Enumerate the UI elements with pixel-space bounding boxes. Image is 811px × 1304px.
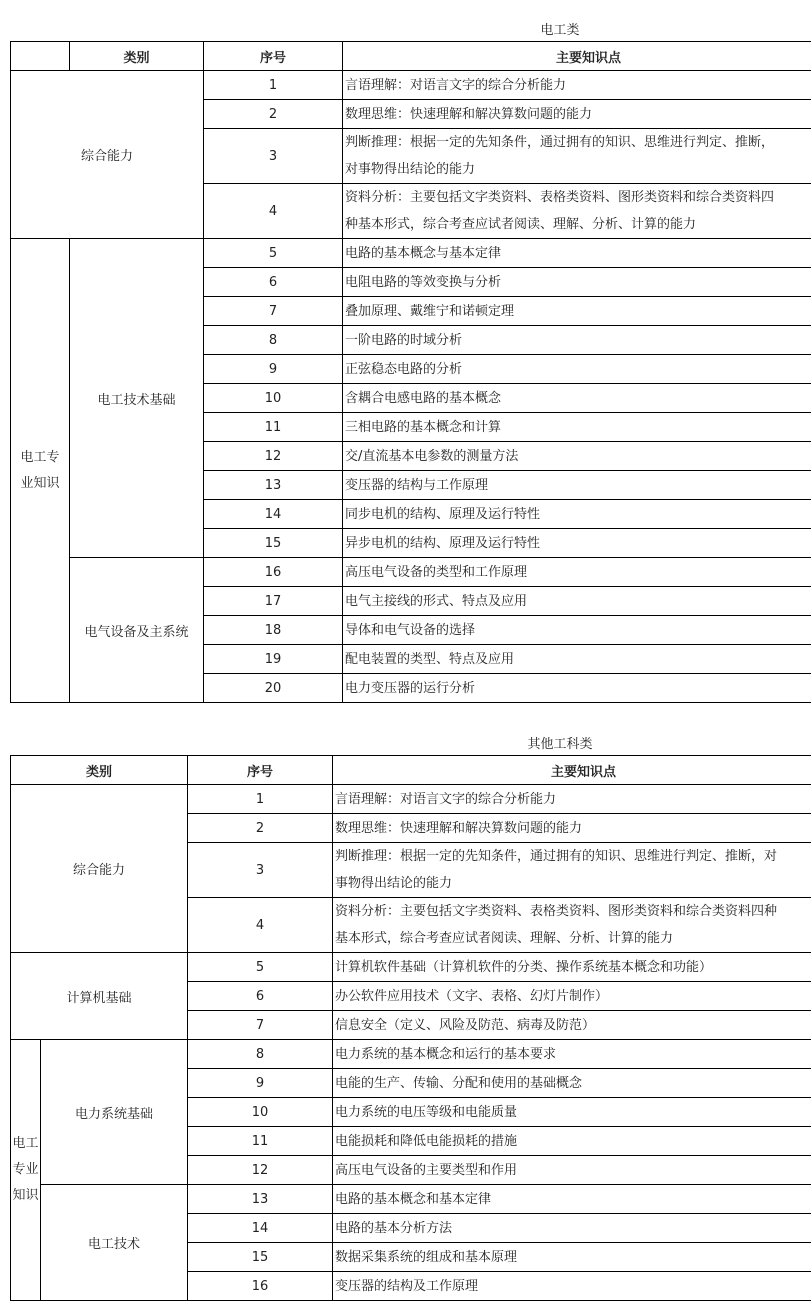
row-knowledge: 电能的生产、传输、分配和使用的基础概念 bbox=[333, 1069, 811, 1098]
row-knowledge: 同步电机的结构、原理及运行特性 bbox=[343, 500, 811, 529]
group-professional-line-2: 专业 bbox=[12, 1162, 39, 1177]
group-professional bbox=[11, 1040, 41, 1301]
row-index: 12 bbox=[204, 442, 343, 471]
header-index: 序号 bbox=[204, 42, 343, 71]
row-index: 9 bbox=[204, 355, 343, 384]
row-index: 20 bbox=[204, 674, 343, 703]
row-knowledge bbox=[333, 843, 811, 898]
group-professional bbox=[11, 239, 70, 703]
row-index: 16 bbox=[188, 1272, 333, 1301]
row-index: 7 bbox=[204, 297, 343, 326]
row-knowledge bbox=[343, 129, 811, 184]
header-category: 类别 bbox=[70, 42, 204, 71]
row-knowledge: 含耦合电感电路的基本概念 bbox=[343, 384, 811, 413]
knowledge-line-1: 判断推理：根据一定的先知条件，通过拥有的知识、思维进行判定、推断，对 bbox=[335, 849, 778, 864]
row-knowledge: 三相电路的基本概念和计算 bbox=[343, 413, 811, 442]
table2-caption: 其他工科类 bbox=[527, 737, 593, 752]
row-knowledge: 交/直流基本电参数的测量方法 bbox=[343, 442, 811, 471]
row-knowledge: 变压器的结构与工作原理 bbox=[343, 471, 811, 500]
knowledge-line-2: 事物得出结论的能力 bbox=[335, 876, 453, 891]
row-knowledge: 信息安全（定义、风险及防范、病毒及防范） bbox=[333, 1011, 811, 1040]
row-index: 15 bbox=[204, 529, 343, 558]
other-engineering-table bbox=[10, 755, 811, 1301]
row-index: 6 bbox=[188, 982, 333, 1011]
row-index: 18 bbox=[204, 616, 343, 645]
row-index: 8 bbox=[204, 326, 343, 355]
group-power: 电力系统基础 bbox=[41, 1040, 188, 1185]
row-index: 13 bbox=[188, 1185, 333, 1214]
electrical-table bbox=[10, 41, 811, 703]
row-knowledge bbox=[343, 184, 811, 239]
row-index: 17 bbox=[204, 587, 343, 616]
table-row bbox=[11, 239, 811, 268]
row-knowledge: 数理思维：快速理解和解决算数问题的能力 bbox=[333, 814, 811, 843]
table-row bbox=[11, 953, 811, 982]
row-index: 16 bbox=[204, 558, 343, 587]
knowledge-line-1: 资料分析：主要包括文字类资料、表格类资料、图形类资料和综合类资料四种 bbox=[335, 904, 778, 919]
header-knowledge: 主要知识点 bbox=[343, 42, 811, 71]
row-index: 1 bbox=[188, 785, 333, 814]
row-index: 5 bbox=[188, 953, 333, 982]
row-knowledge: 正弦稳态电路的分析 bbox=[343, 355, 811, 384]
table-header-row bbox=[11, 756, 811, 785]
group-basics: 电工技术基础 bbox=[70, 239, 204, 558]
row-knowledge: 变压器的结构及工作原理 bbox=[333, 1272, 811, 1301]
row-index: 3 bbox=[204, 129, 343, 184]
row-index: 14 bbox=[204, 500, 343, 529]
row-knowledge: 数理思维：快速理解和解决算数问题的能力 bbox=[343, 100, 811, 129]
row-index: 15 bbox=[188, 1243, 333, 1272]
row-knowledge: 电气主接线的形式、特点及应用 bbox=[343, 587, 811, 616]
row-knowledge: 电力系统的电压等级和电能质量 bbox=[333, 1098, 811, 1127]
group-professional-line-3: 知识 bbox=[12, 1188, 39, 1203]
row-knowledge: 言语理解：对语言文字的综合分析能力 bbox=[343, 71, 811, 100]
row-index: 5 bbox=[204, 239, 343, 268]
group-general: 综合能力 bbox=[11, 785, 188, 953]
row-index: 3 bbox=[188, 843, 333, 898]
row-knowledge: 数据采集系统的组成和基本原理 bbox=[333, 1243, 811, 1272]
row-knowledge: 电路的基本概念与基本定律 bbox=[343, 239, 811, 268]
row-index: 11 bbox=[188, 1127, 333, 1156]
row-index: 7 bbox=[188, 1011, 333, 1040]
knowledge-line-2: 基本形式，综合考查应试者阅读、理解、分析、计算的能力 bbox=[335, 931, 674, 946]
header-blank-cell bbox=[11, 42, 70, 71]
row-knowledge: 一阶电路的时域分析 bbox=[343, 326, 811, 355]
row-knowledge: 电路的基本概念和基本定律 bbox=[333, 1185, 811, 1214]
header-category: 类别 bbox=[11, 756, 188, 785]
group-professional-line-1: 电工 bbox=[12, 1136, 39, 1151]
header-index: 序号 bbox=[188, 756, 333, 785]
row-knowledge: 电力变压器的运行分析 bbox=[343, 674, 811, 703]
row-index: 1 bbox=[204, 71, 343, 100]
row-index: 8 bbox=[188, 1040, 333, 1069]
knowledge-line-1: 判断推理：根据一定的先知条件，通过拥有的知识、思维进行判定、推断， bbox=[345, 135, 775, 150]
row-knowledge: 电阻电路的等效变换与分析 bbox=[343, 268, 811, 297]
row-knowledge: 计算机软件基础（计算机软件的分类、操作系统基本概念和功能） bbox=[333, 953, 811, 982]
row-knowledge bbox=[333, 898, 811, 953]
group-professional-line-1: 电工专 bbox=[20, 449, 60, 465]
row-knowledge: 配电装置的类型、特点及应用 bbox=[343, 645, 811, 674]
row-index: 14 bbox=[188, 1214, 333, 1243]
row-knowledge: 言语理解：对语言文字的综合分析能力 bbox=[333, 785, 811, 814]
knowledge-line-1: 资料分析：主要包括文字类资料、表格类资料、图形类资料和综合类资料四 bbox=[345, 190, 775, 205]
row-index: 4 bbox=[188, 898, 333, 953]
row-index: 6 bbox=[204, 268, 343, 297]
table-row bbox=[11, 785, 811, 814]
row-knowledge: 电能损耗和降低电能损耗的措施 bbox=[333, 1127, 811, 1156]
row-index: 2 bbox=[204, 100, 343, 129]
row-index: 13 bbox=[204, 471, 343, 500]
row-index: 12 bbox=[188, 1156, 333, 1185]
row-knowledge: 高压电气设备的类型和工作原理 bbox=[343, 558, 811, 587]
group-computer: 计算机基础 bbox=[11, 953, 188, 1040]
header-knowledge: 主要知识点 bbox=[333, 756, 811, 785]
row-knowledge: 高压电气设备的主要类型和作用 bbox=[333, 1156, 811, 1185]
table-row bbox=[11, 1040, 811, 1069]
row-knowledge: 办公软件应用技术（文字、表格、幻灯片制作） bbox=[333, 982, 811, 1011]
table-row bbox=[11, 71, 811, 100]
row-index: 11 bbox=[204, 413, 343, 442]
row-knowledge: 电路的基本分析方法 bbox=[333, 1214, 811, 1243]
row-index: 2 bbox=[188, 814, 333, 843]
knowledge-line-2: 种基本形式，综合考查应试者阅读、理解、分析、计算的能力 bbox=[345, 217, 697, 232]
row-knowledge: 叠加原理、戴维宁和诺顿定理 bbox=[343, 297, 811, 326]
row-index: 9 bbox=[188, 1069, 333, 1098]
row-index: 10 bbox=[188, 1098, 333, 1127]
group-electrical: 电工技术 bbox=[41, 1185, 188, 1301]
group-general: 综合能力 bbox=[11, 71, 204, 239]
group-equipment: 电气设备及主系统 bbox=[70, 558, 204, 703]
row-knowledge: 导体和电气设备的选择 bbox=[343, 616, 811, 645]
table-row bbox=[11, 558, 811, 587]
table1-caption: 电工类 bbox=[540, 23, 580, 38]
table-header-row bbox=[11, 42, 811, 71]
row-index: 10 bbox=[204, 384, 343, 413]
row-index: 19 bbox=[204, 645, 343, 674]
table-row bbox=[11, 1185, 811, 1214]
row-knowledge: 异步电机的结构、原理及运行特性 bbox=[343, 529, 811, 558]
row-index: 4 bbox=[204, 184, 343, 239]
group-professional-line-2: 业知识 bbox=[20, 475, 60, 491]
row-knowledge: 电力系统的基本概念和运行的基本要求 bbox=[333, 1040, 811, 1069]
knowledge-line-2: 对事物得出结论的能力 bbox=[345, 162, 476, 177]
